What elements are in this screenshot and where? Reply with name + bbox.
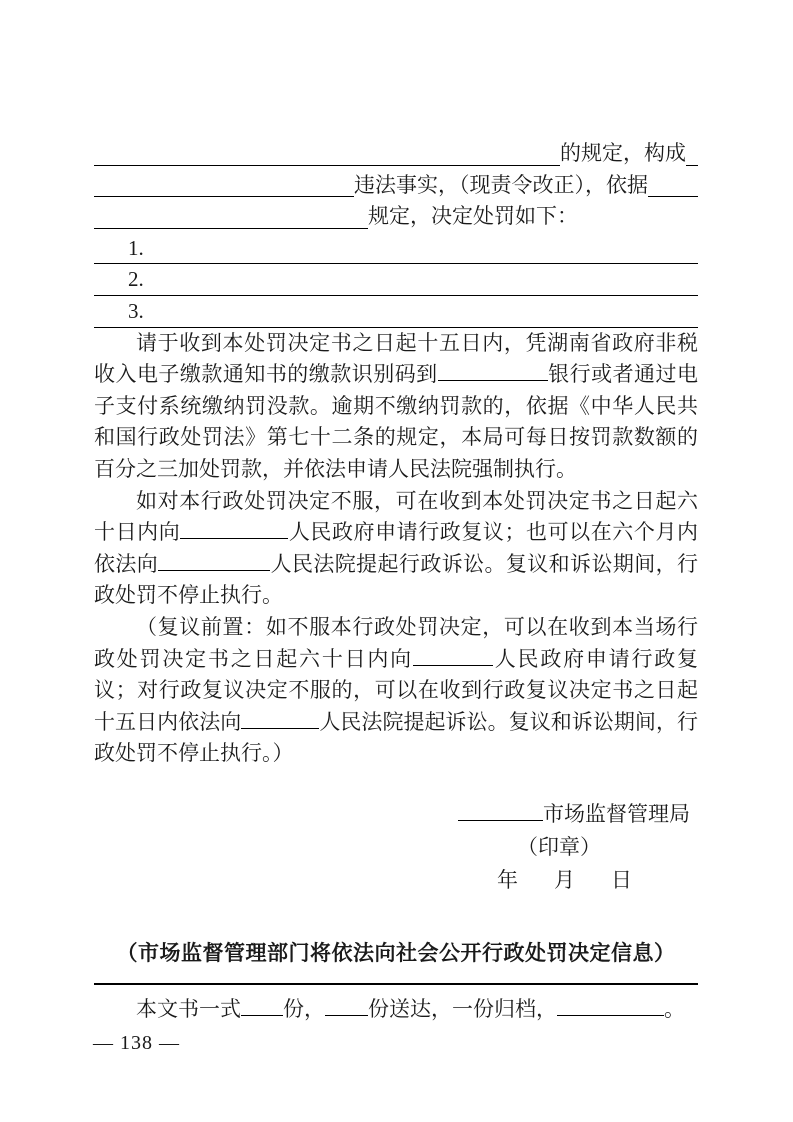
text-segment: 银行或者通过电子支付系统缴纳罚没款。逾期不缴纳罚款的，依据《中华人民共和国行政处罚法》第七十二条的规定，本局可每日按罚款数额的百分之三加处罚款，并依法申请人民法院强制执行。 [94, 362, 699, 481]
text-segment: 规定，决定处罚如下： [368, 204, 578, 229]
text-segment: 。 [664, 996, 685, 1021]
date-line [94, 864, 698, 897]
copies-distribution-note [94, 985, 698, 1026]
item-2-number: 2. [128, 267, 144, 292]
payment-instructions-paragraph [94, 328, 698, 486]
day-label: 日 [611, 867, 632, 892]
agency-name: 市场监督管理局 [543, 801, 690, 826]
fill-in-blank [180, 517, 288, 539]
public-disclosure-note: （市场监督管理部门将依法向社会公开行政处罚决定信息） [116, 940, 676, 965]
year-label: 年 [497, 867, 518, 892]
spacer [578, 201, 698, 233]
text-segment: 人民法院提起诉讼。复议和诉讼期间，行政处罚不停止执行。） [94, 709, 698, 766]
reconsideration-precondition-paragraph [94, 612, 698, 770]
item-3-number: 3. [128, 298, 144, 323]
text-segment: 的规定，构成 [560, 141, 686, 165]
page-number: — 138 — [93, 1032, 180, 1054]
penalty-item-3-blank-line [94, 296, 698, 328]
item-1-number: 1. [128, 235, 144, 260]
fill-in-blank [94, 228, 368, 229]
fill-in-blank [325, 994, 368, 1016]
fill-in-blank [241, 707, 319, 729]
issuing-agency-line [94, 798, 698, 831]
signature-block [94, 798, 698, 897]
month-label: 月 [554, 867, 575, 892]
fill-in-blank [94, 165, 560, 166]
fill-in-blank [413, 644, 493, 666]
intro-line-2 [94, 170, 698, 202]
text-segment: 如对本行政处罚决定不服，可在收到本处罚决定书之日起六十日内向 [94, 488, 698, 545]
fill-in-blank [158, 549, 270, 571]
fill-in-blank [648, 196, 698, 197]
document-content [94, 138, 698, 1025]
penalty-item-2-blank-line [94, 264, 698, 296]
fill-in-blank [94, 196, 354, 197]
penalty-item-1-blank-line [94, 233, 698, 265]
text-segment: 人民法院提起行政诉讼。复议和诉讼期间，行政处罚不停止执行。 [94, 551, 699, 608]
intro-line-1 [94, 138, 698, 170]
seal-placeholder: （印章） [517, 834, 601, 859]
agency-name-blank [458, 799, 543, 821]
text-segment: 人民政府申请行政复议；也可以在六个月内依法向 [94, 520, 699, 576]
text-segment: （复议前置：如不服本行政处罚决定，可以在收到本当场行政处罚决定书之日起六十日内向 [94, 614, 698, 671]
fill-in-blank [241, 994, 283, 1016]
appeal-rights-paragraph [94, 486, 698, 612]
intro-line-3 [94, 201, 698, 233]
fill-in-blank [557, 994, 664, 1016]
fill-in-blank [438, 359, 548, 381]
text-segment: 违法事实，（现责令改正），依据 [354, 172, 648, 197]
text-segment: 请于收到本处罚决定书之日起十五日内，凭湖南省政府非税收入电子缴款通知书的缴款识别码到 [94, 330, 698, 387]
text-segment: 人民政府申请行政复议；对行政复议决定不服的，可以在收到行政复议决定书之日起十五日内依法向 [94, 646, 699, 734]
text-segment: 份， [283, 996, 325, 1021]
text-segment: 份送达，一份归档， [368, 996, 557, 1021]
text-segment: 本文书一式 [136, 996, 241, 1021]
fill-in-blank [686, 165, 698, 166]
